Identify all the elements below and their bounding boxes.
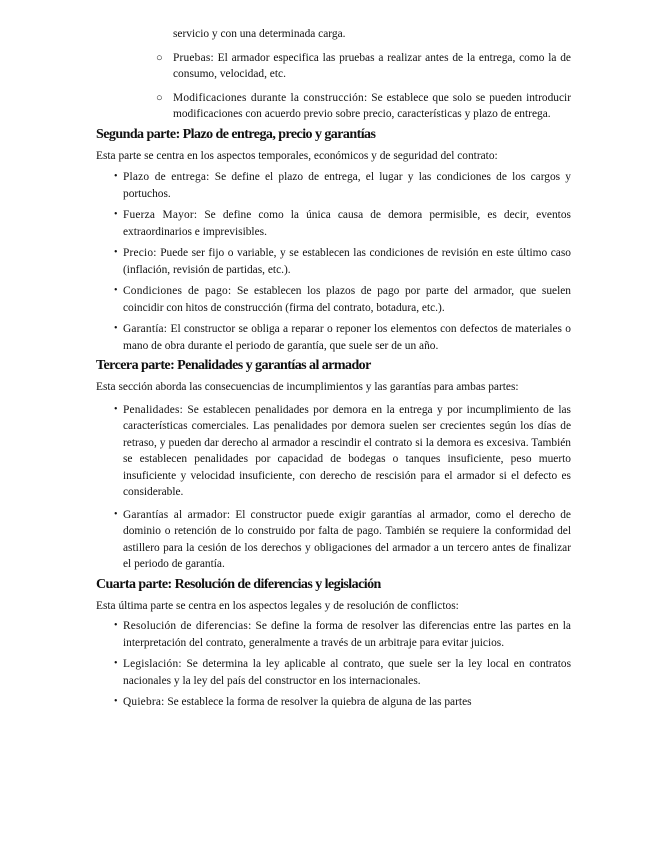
continued-text <box>96 26 571 43</box>
list-item <box>96 207 571 240</box>
item-text: Se define como la única causa de demora permisible, es decir, eventos extraordinarios e imprevisibles. <box>123 209 571 238</box>
bullet-icon: • <box>114 658 118 669</box>
item-term: Fuerza Mayor: <box>123 209 198 221</box>
item-text: El armador especifica las pruebas a realizar antes de la entrega, como la de consumo, velocidad, etc. <box>173 51 571 80</box>
list-item <box>96 402 571 501</box>
circle-bullet-icon: ○ <box>156 91 163 104</box>
section-heading: Cuarta parte: Resolución de diferencias y legislación <box>96 576 381 592</box>
list-item <box>96 656 571 689</box>
item-term: Garantía: <box>123 323 168 335</box>
bullet-icon: • <box>114 323 118 334</box>
section-cuarta-parte <box>96 576 571 711</box>
section-list <box>96 169 571 354</box>
sub-list-item <box>96 90 571 123</box>
item-text: Se establecen los plazos de pago por parte del armador, que suelen coincidir con hitos de construcción (firma del contrato, botadura, etc.). <box>123 285 571 314</box>
section-heading: Tercera parte: Penalidades y garantías al armador <box>96 358 371 373</box>
item-term: Resolución de diferencias: <box>123 620 252 632</box>
document-page <box>96 26 571 711</box>
list-item <box>96 618 571 651</box>
bullet-icon: • <box>114 285 118 296</box>
sub-list <box>96 50 571 123</box>
item-text: Puede ser fijo o variable, y se establecen las condiciones de revisión en este último caso (inflación, revisión de partidas, etc.). <box>123 247 571 276</box>
item-text: Se define la forma de resolver las diferencias entre las partes en la interpretación del contrato, generalmente a través de un arbitraje para evitar juicios. <box>123 620 571 649</box>
item-text: El constructor se obliga a reparar o reponer los elementos con defectos de materiales o mano de obra durante el periodo de garantía, que suele ser de un año. <box>123 323 571 352</box>
list-item <box>96 694 571 711</box>
item-text: Se establece que solo se pueden introducir modificaciones con acuerdo previo sobre precio, características y plazo de entrega. <box>173 91 571 120</box>
section-list <box>96 618 571 711</box>
continued-fragment: servicio y con una determinada carga. <box>173 28 346 40</box>
item-term: Condiciones de pago: <box>123 285 232 297</box>
item-term: Penalidades: <box>123 403 183 416</box>
item-term: Pruebas: <box>173 51 214 64</box>
section-list <box>96 402 571 573</box>
list-item <box>96 283 571 316</box>
bullet-icon: • <box>114 403 118 415</box>
item-text: Se determina la ley aplicable al contrato, que suele ser la ley local en contratos nacionales y la ley del país del constructor en los internacionales. <box>123 658 571 687</box>
bullet-icon: • <box>114 508 118 520</box>
item-term: Legislación: <box>123 658 182 670</box>
bullet-icon: • <box>114 696 118 707</box>
item-term: Modificaciones durante la construcción: <box>173 91 368 104</box>
item-text: El constructor puede exigir garantías al armador, como el derecho de dominio o retención de lo construido por falta de pago. También se requiere la conformidad del astillero para la cesión de los derechos y obligaciones del armador a un tercero antes de finalizar el periodo de garantía. <box>123 508 571 570</box>
section-heading: Segunda parte: Plazo de entrega, precio y garantías <box>96 126 376 142</box>
section-intro: Esta parte se centra en los aspectos temporales, económicos y de seguridad del contrato: <box>96 149 498 162</box>
bullet-icon: • <box>114 247 118 258</box>
bullet-icon: • <box>114 209 118 220</box>
list-item <box>96 321 571 354</box>
item-text: Se establece la forma de resolver la quiebra de alguna de las partes <box>167 696 472 708</box>
bullet-icon: • <box>114 620 118 631</box>
list-item <box>96 507 571 573</box>
circle-bullet-icon: ○ <box>156 51 163 64</box>
section-intro: Esta última parte se centra en los aspectos legales y de resolución de conflictos: <box>96 599 459 612</box>
item-text: Se define el plazo de entrega, el lugar y las condiciones de los cargos y portuchos. <box>123 171 571 200</box>
item-term: Plazo de entrega: <box>123 171 210 183</box>
item-term: Quiebra: <box>123 696 165 708</box>
item-text: Se establecen penalidades por demora en la entrega y por incumplimiento de las características comerciales. Las penalidades por demora suelen ser crecientes según los días de retraso, y pueden dar derecho al armador a rescindir el contrato si la demora es excesiva. También se establecen penalidades por capacidad de bodegas o tanques insuficiente, peso muerto insuficiente y velocidad insuficiente, con derecho de rescisión para el armador si el defecto es considerable. <box>123 403 571 498</box>
list-item <box>96 245 571 278</box>
section-segunda-parte <box>96 126 571 355</box>
list-item <box>96 169 571 202</box>
item-term: Garantías al armador: <box>123 508 231 521</box>
item-term: Precio: <box>123 247 157 259</box>
section-intro: Esta sección aborda las consecuencias de incumplimientos y las garantías para ambas partes: <box>96 381 519 393</box>
section-tercera-parte <box>96 357 571 573</box>
sub-list-item <box>96 50 571 83</box>
bullet-icon: • <box>114 171 118 182</box>
